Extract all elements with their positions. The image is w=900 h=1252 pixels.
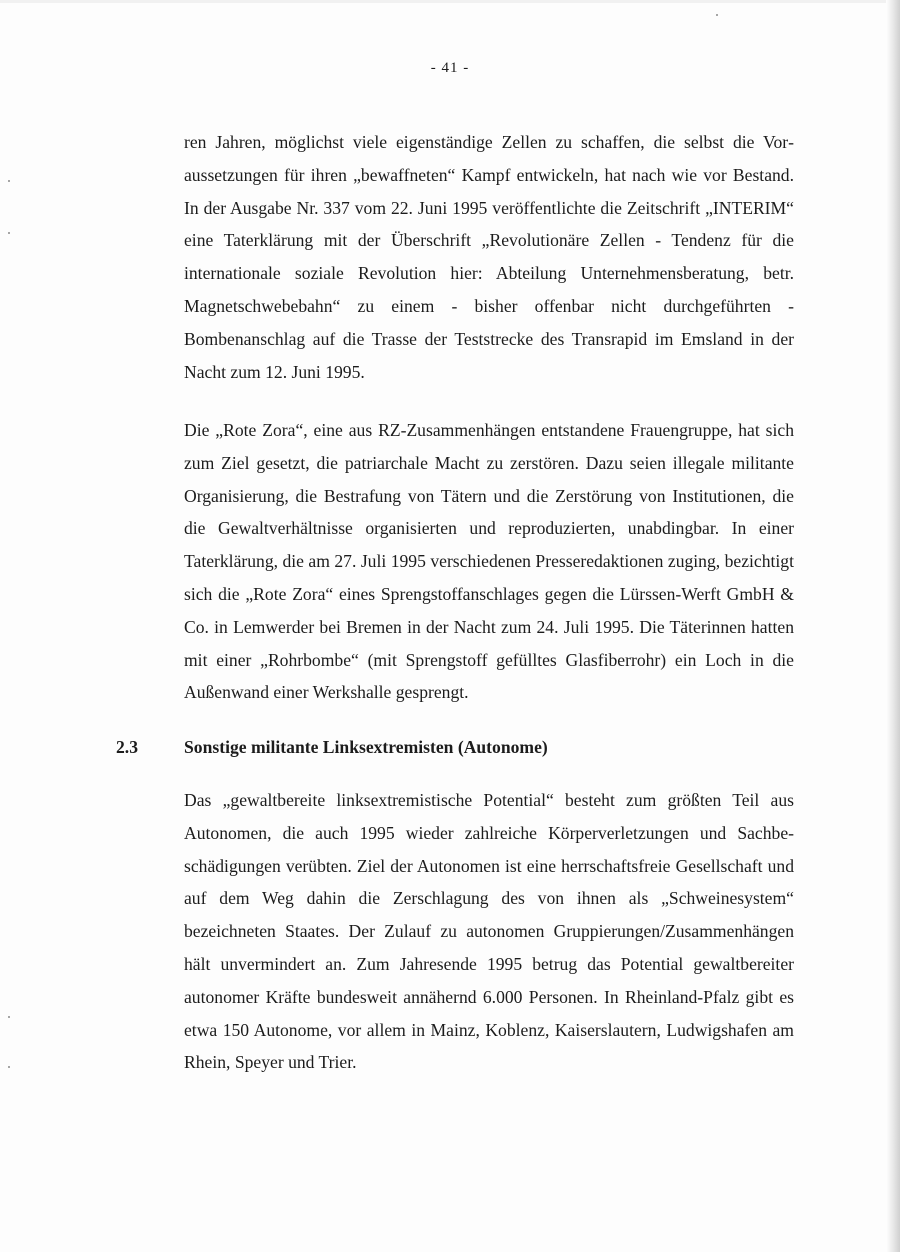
scan-speck bbox=[8, 232, 10, 234]
paragraph-rote-zora: Die „Rote Zora“, eine aus RZ-Zusammenhängen entstandene Frauengruppe, hat sich zum Ziel gesetzt, die patriarchale Macht zu zerstören. Dazu seien illegale militante Organisierung, die Bestrafung von Tätern und die Zerstörung von Institutionen, die die Gewaltverhältnisse organisierten und reproduzierten, unabdingbar. In einer Taterklärung, die am 27. Juli 1995 verschiedenen Presseredaktionen zuging, bezichtigt sich die „Rote Zora“ eines Sprengstoffanschlages gegen die Lürssen-Werft GmbH & Co. in Lemwerder bei Bremen in der Nacht zum 24. Juli 1995. Die Täterinnen hatten mit einer „Rohrbombe“ (mit Sprengstoff gefülltes Glasfiberrohr) ein Loch in die Außenwand einer Werkshalle gesprengt. bbox=[184, 420, 794, 703]
section-title: Sonstige militante Linksextremisten (Autonome) bbox=[184, 737, 548, 757]
page-number: - 41 - bbox=[430, 60, 470, 76]
section-number: 2.3 bbox=[116, 737, 138, 757]
paragraph-revolutionary-cells: ren Jahren, möglichst viele eigenständige Zellen zu schaffen, die selbst die Voraussetzungen für ihren „bewaffneten“ Kampf entwickeln, hat nach wie vor Bestand. In der Ausgabe Nr. 337 vom 22. Juni 1995 veröffentlichte die Zeitschrift „INTERIM“ eine Taterklärung mit der Überschrift „Revolutionäre Zellen - Tendenz für die internationale soziale Revolution hier: Abteilung Unternehmensberatung, betr. Magnetschwebebahn“ zu einem - bisher offenbar nicht durchgeführten - Bombenanschlag auf die Trasse der Teststrecke des Transrapid im Emsland in der Nacht zum 12. Juni 1995. bbox=[184, 132, 794, 382]
page-right-edge-shadow bbox=[886, 0, 900, 1252]
page-top-edge bbox=[0, 0, 900, 3]
scan-speck bbox=[8, 180, 10, 182]
scan-speck bbox=[8, 1066, 10, 1068]
scan-speck bbox=[716, 14, 718, 16]
paragraph-autonomists: Das „gewaltbereite linksextremistische Potential“ besteht zum größten Teil aus Autonomen, die auch 1995 wieder zahlreiche Körperverletzungen und Sachbeschädigungen verübten. Ziel der Autonomen ist eine herrschaftsfreie Gesellschaft und auf dem Weg dahin die Zerschlagung des von ihnen als „Schweinesystem“ bezeichneten Staates. Der Zulauf zu autonomen Gruppierungen/Zusammenhängen hält unvermindert an. Zum Jahresende 1995 betrug das Potential gewaltbereiter autonomer Kräfte bundesweit annähernd 6.000 Personen. In Rheinland-Pfalz gibt es etwa 150 Autonome, vor allem in Mainz, Koblenz, Kaiserslautern, Ludwigshafen am Rhein, Speyer und Trier. bbox=[184, 790, 794, 1073]
scan-speck bbox=[8, 1016, 10, 1018]
